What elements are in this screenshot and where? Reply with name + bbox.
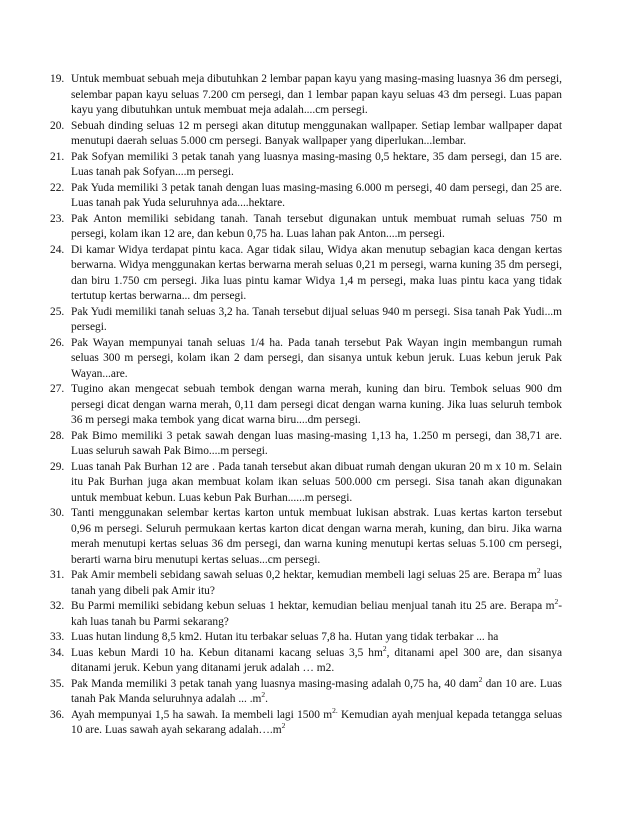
text-run: Sebuah dinding seluas 12 m persegi akan ditutup menggunakan wallpaper. Setiap lembar wallpaper dapat menutupi daerah seluas 5.000 cm persegi. Banyak wallpaper yang diperlukan...lembar.: [71, 119, 562, 147]
question-text: [71, 243, 562, 305]
superscript: 2: [478, 674, 483, 684]
text-run: Luas kebun Mardi 10 ha. Kebun ditanami kacang seluas 3,5 hm: [71, 646, 383, 659]
question-text: [71, 674, 562, 708]
question-text: [71, 336, 562, 383]
superscript: 2: [281, 721, 286, 730]
question-item: [50, 460, 562, 507]
question-item: [50, 630, 562, 646]
question-number: 24.: [50, 243, 65, 256]
question-text: [71, 599, 562, 630]
text-run: Pak Sofyan memiliki 3 petak tanah yang luasnya masing-masing 0,5 hektare, 35 dam persegi, dan 15 are. Luas tanah pak Sofyan....m persegi.: [71, 150, 562, 178]
question-item: [50, 305, 562, 336]
superscript: 2: [382, 643, 387, 653]
text-run: luas tanah yang dibeli pak Amir itu?: [71, 569, 563, 597]
question-number: 23.: [50, 212, 65, 225]
question-item: [50, 506, 562, 568]
question-number: 29.: [50, 460, 65, 473]
question-text: [71, 119, 562, 150]
question-number: 35.: [50, 677, 65, 690]
question-text: [71, 460, 562, 507]
question-item: [50, 181, 562, 212]
superscript: 2: [261, 690, 266, 699]
text-run: Pak Wayan mempunyai tanah seluas 1/4 ha. Pada tanah tersebut Pak Wayan ingin membangun rumah seluas 300 m persegi, kolam ikan 2 dam persegi, dan sisanya untuk kebun jeruk. Luas kebun jeruk Pak Wayan...are.: [71, 336, 562, 380]
question-item: [50, 243, 562, 305]
question-item: [50, 382, 562, 429]
text-run: Tugino akan mengecat sebuah tembok dengan warna merah, kuning dan biru. Tembok seluas 900 dm persegi dicat dengan warna merah, 0,11 dam persegi dicat dengan warna kuning. Jika luas seluruh tembok 36 m persegi maka tembok yang dicat warna biru....dm persegi.: [71, 383, 562, 426]
text-run: , ditanami apel 300 are, dan sisanya ditanami jeruk. Kebun yang ditanami jeruk adalah … m2.: [71, 646, 563, 674]
question-item: [50, 568, 562, 599]
question-item: [50, 674, 562, 708]
question-item: [50, 336, 562, 383]
text-run: Pak Yudi memiliki tanah seluas 3,2 ha. Tanah tersebut dijual seluas 940 m persegi. Sisa tanah Pak Yudi...m persegi.: [71, 305, 562, 333]
question-text: [71, 643, 563, 677]
question-number: 34.: [50, 646, 65, 659]
question-text: [71, 72, 562, 119]
question-number: 31.: [50, 569, 65, 581]
question-number: 32.: [50, 600, 65, 612]
question-text: [71, 181, 562, 212]
superscript: 2.: [332, 705, 338, 715]
question-number: 27.: [50, 383, 65, 395]
question-number: 21.: [50, 150, 65, 163]
text-run: -kah luas tanah bu Parmi sekarang?: [71, 600, 562, 628]
text-run: Tanti menggunakan selembar kertas karton untuk membuat lukisan abstrak. Luas kertas karton tersebut 0,96 m persegi. Seluruh permukaan kertas karton dicat dengan warna merah, kuning, dan biru. Jika warna merah menutupi kertas seluas 36 dm persegi, dan warna kuning menutupi kertas seluas 5.100 cm persegi, berarti warna biru menutupi kertas seluas...cm persegi.: [71, 507, 562, 566]
question-text: [71, 630, 562, 646]
question-number: 33.: [50, 631, 65, 643]
question-item: [50, 705, 563, 739]
superscript: 2: [554, 597, 559, 606]
question-text: [71, 705, 563, 739]
text-run: dan 10 are. Luas tanah Pak Manda seluruhnya adalah ... .m: [71, 677, 562, 705]
question-item: [50, 599, 562, 630]
superscript: 2: [536, 566, 541, 575]
question-number: 25.: [50, 305, 65, 318]
question-text: [71, 305, 562, 336]
text-run: Pak Manda memiliki 3 petak tanah yang luasnya masing-masing adalah 0,75 ha, 40 dam: [71, 677, 479, 690]
text-run: Untuk membuat sebuah meja dibutuhkan 2 lembar papan kayu yang masing-masing luasnya 36 dm persegi, selembar papan kayu seluas 7.200 cm persegi, dan 1 lembar papan kayu seluas 43 dm persegi. Luas papan kayu yang dibutuhkan untuk membuat meja adalah....cm persegi.: [71, 73, 562, 116]
question-item: [50, 119, 562, 150]
text-run: .: [265, 693, 269, 705]
question-item: [50, 150, 562, 181]
question-list: [50, 72, 562, 739]
question-number: 36.: [50, 708, 65, 721]
text-run: Bu Parmi memiliki sebidang kebun seluas 1 hektar, kemudian beliau menjual tanah itu 25 are. Berapa m: [71, 600, 555, 612]
text-run: Pak Amir membeli sebidang sawah seluas 0,2 hektar, kemudian membeli lagi seluas 25 are. Berapa m: [71, 569, 537, 581]
document-page: [50, 72, 562, 739]
question-number: 26.: [50, 336, 65, 349]
question-text: [71, 212, 562, 243]
text-run: Luas hutan lindung 8,5 km2. Hutan itu terbakar seluas 7,8 ha. Hutan yang tidak terbakar ... ha: [71, 631, 499, 643]
question-text: [71, 568, 562, 599]
question-text: [71, 506, 562, 568]
text-run: Kemudian ayah menjual kepada tetangga seluas 10 are. Luas sawah ayah sekarang adalah….m: [71, 708, 563, 736]
question-item: [50, 212, 562, 243]
text-run: Pak Yuda memiliki 3 petak tanah dengan luas masing-masing 6.000 m persegi, 40 dam persegi, dan 25 are. Luas tanah pak Yuda seluruhnya ada....hektare.: [71, 181, 562, 209]
question-item: [50, 429, 562, 460]
question-item: [50, 643, 563, 677]
question-number: 28.: [50, 429, 65, 442]
question-number: 19.: [50, 73, 65, 85]
question-text: [71, 429, 562, 460]
question-text: [71, 382, 562, 429]
text-run: Pak Anton memiliki sebidang tanah. Tanah tersebut digunakan untuk membuat rumah seluas 750 m persegi, kolam ikan 12 are, dan kebun 0,75 ha. Luas lahan pak Anton....m persegi.: [71, 212, 562, 240]
text-run: Ayah mempunyai 1,5 ha sawah. Ia membeli lagi 1500 m: [71, 708, 333, 721]
text-run: Luas tanah Pak Burhan 12 are . Pada tanah tersebut akan dibuat rumah dengan ukuran 20 m x 10 m. Selain itu Pak Burhan juga akan membuat kolam ikan seluas 500.000 cm persegi. Sisa tanah akan digunakan untuk membuat kebun. Luas kebun Pak Burhan......m persegi.: [71, 460, 562, 504]
question-text: [71, 150, 562, 181]
text-run: Di kamar Widya terdapat pintu kaca. Agar tidak silau, Widya akan menutup sebagian kaca dengan kertas berwarna. Widya menggunakan kertas berwarna merah seluas 0,21 m persegi, warna kuning 35 dm persegi, dan biru 1.750 cm persegi. Jika luas pintu kamar Widya 1,4 m persegi, maka luas pintu kaca yang tidak tertutup kertas berwarna... dm persegi.: [71, 243, 562, 302]
question-number: 30.: [50, 507, 65, 519]
text-run: Pak Bimo memiliki 3 petak sawah dengan luas masing-masing 1,13 ha, 1.250 m persegi, dan 38,71 are. Luas seluruh sawah Pak Bimo....m persegi.: [71, 429, 562, 457]
question-number: 22.: [50, 181, 65, 194]
question-number: 20.: [50, 119, 65, 132]
question-item: [50, 72, 562, 119]
